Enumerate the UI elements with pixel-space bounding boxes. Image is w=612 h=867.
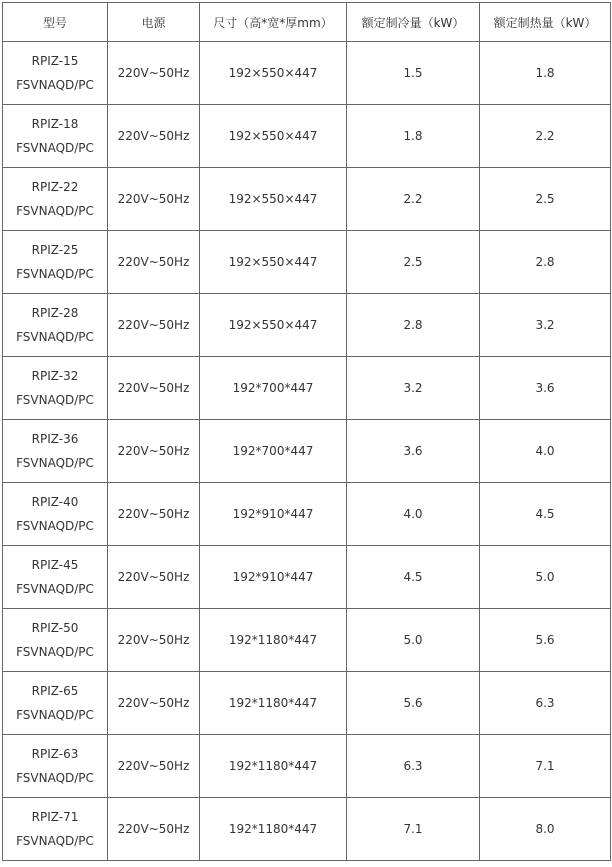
cell-cooling: 2.5: [347, 231, 480, 294]
cell-cooling: 7.1: [347, 798, 480, 861]
cell-cooling: 3.6: [347, 420, 480, 483]
table-row: [3, 105, 611, 168]
table-row: [3, 420, 611, 483]
model-code: RPIZ-25: [31, 243, 79, 257]
cell-heating: 4.0: [480, 420, 611, 483]
cell-size: 192*1180*447: [200, 609, 347, 672]
header-heating: 额定制热量（kW）: [480, 3, 611, 42]
model-suffix: FSVNAQD/PC: [16, 519, 94, 533]
model-code: RPIZ-45: [31, 558, 79, 572]
cell-power: 220V~50Hz: [108, 294, 200, 357]
cell-model: [3, 798, 108, 861]
cell-size: 192*700*447: [200, 420, 347, 483]
cell-size: 192*1180*447: [200, 735, 347, 798]
cell-size: 192×550×447: [200, 105, 347, 168]
cell-heating: 3.6: [480, 357, 611, 420]
cell-power: 220V~50Hz: [108, 546, 200, 609]
cell-model: [3, 357, 108, 420]
model-code: RPIZ-22: [31, 180, 79, 194]
cell-model: [3, 672, 108, 735]
cell-size: 192*1180*447: [200, 798, 347, 861]
spec-table: [2, 2, 611, 861]
cell-power: 220V~50Hz: [108, 609, 200, 672]
cell-model: [3, 105, 108, 168]
cell-size: 192×550×447: [200, 294, 347, 357]
cell-heating: 5.0: [480, 546, 611, 609]
model-suffix: FSVNAQD/PC: [16, 456, 94, 470]
model-suffix: FSVNAQD/PC: [16, 267, 94, 281]
cell-heating: 2.5: [480, 168, 611, 231]
header-row: [3, 3, 611, 42]
cell-heating: 1.8: [480, 42, 611, 105]
cell-model: [3, 483, 108, 546]
model-suffix: FSVNAQD/PC: [16, 393, 94, 407]
model-code: RPIZ-32: [31, 369, 79, 383]
header-cooling: 额定制冷量（kW）: [347, 3, 480, 42]
table-row: [3, 546, 611, 609]
model-code: RPIZ-71: [31, 810, 79, 824]
cell-size: 192*910*447: [200, 483, 347, 546]
model-code: RPIZ-15: [31, 54, 79, 68]
model-suffix: FSVNAQD/PC: [16, 771, 94, 785]
table-row: [3, 609, 611, 672]
cell-cooling: 4.0: [347, 483, 480, 546]
header-model: 型号: [3, 3, 108, 42]
cell-cooling: 6.3: [347, 735, 480, 798]
cell-cooling: 5.6: [347, 672, 480, 735]
cell-power: 220V~50Hz: [108, 735, 200, 798]
model-suffix: FSVNAQD/PC: [16, 708, 94, 722]
model-suffix: FSVNAQD/PC: [16, 330, 94, 344]
cell-size: 192*1180*447: [200, 672, 347, 735]
cell-size: 192*700*447: [200, 357, 347, 420]
model-code: RPIZ-18: [31, 117, 79, 131]
cell-model: [3, 609, 108, 672]
cell-heating: 2.8: [480, 231, 611, 294]
cell-heating: 6.3: [480, 672, 611, 735]
cell-heating: 3.2: [480, 294, 611, 357]
cell-cooling: 3.2: [347, 357, 480, 420]
header-power: 电源: [108, 3, 200, 42]
table-row: [3, 798, 611, 861]
model-code: RPIZ-65: [31, 684, 79, 698]
cell-cooling: 5.0: [347, 609, 480, 672]
table-row: [3, 231, 611, 294]
cell-heating: 4.5: [480, 483, 611, 546]
cell-model: [3, 231, 108, 294]
model-code: RPIZ-50: [31, 621, 79, 635]
table-row: [3, 483, 611, 546]
cell-power: 220V~50Hz: [108, 483, 200, 546]
table-row: [3, 735, 611, 798]
cell-model: [3, 420, 108, 483]
cell-power: 220V~50Hz: [108, 231, 200, 294]
cell-size: 192*910*447: [200, 546, 347, 609]
model-suffix: FSVNAQD/PC: [16, 645, 94, 659]
cell-heating: 7.1: [480, 735, 611, 798]
table-body: [3, 42, 611, 861]
cell-model: [3, 42, 108, 105]
cell-power: 220V~50Hz: [108, 168, 200, 231]
cell-cooling: 2.8: [347, 294, 480, 357]
model-code: RPIZ-28: [31, 306, 79, 320]
model-suffix: FSVNAQD/PC: [16, 204, 94, 218]
cell-model: [3, 294, 108, 357]
cell-model: [3, 735, 108, 798]
cell-power: 220V~50Hz: [108, 420, 200, 483]
cell-power: 220V~50Hz: [108, 42, 200, 105]
cell-model: [3, 546, 108, 609]
cell-size: 192×550×447: [200, 231, 347, 294]
table-row: [3, 168, 611, 231]
cell-power: 220V~50Hz: [108, 798, 200, 861]
cell-cooling: 4.5: [347, 546, 480, 609]
header-size: 尺寸（高*宽*厚mm）: [200, 3, 347, 42]
cell-heating: 8.0: [480, 798, 611, 861]
model-suffix: FSVNAQD/PC: [16, 582, 94, 596]
cell-cooling: 1.8: [347, 105, 480, 168]
cell-size: 192×550×447: [200, 42, 347, 105]
cell-cooling: 1.5: [347, 42, 480, 105]
model-code: RPIZ-63: [31, 747, 79, 761]
model-code: RPIZ-36: [31, 432, 79, 446]
model-suffix: FSVNAQD/PC: [16, 141, 94, 155]
cell-power: 220V~50Hz: [108, 105, 200, 168]
model-suffix: FSVNAQD/PC: [16, 834, 94, 848]
cell-heating: 2.2: [480, 105, 611, 168]
cell-power: 220V~50Hz: [108, 672, 200, 735]
model-code: RPIZ-40: [31, 495, 79, 509]
spec-table-container: [2, 2, 611, 861]
table-row: [3, 357, 611, 420]
model-suffix: FSVNAQD/PC: [16, 78, 94, 92]
cell-heating: 5.6: [480, 609, 611, 672]
cell-model: [3, 168, 108, 231]
cell-power: 220V~50Hz: [108, 357, 200, 420]
cell-cooling: 2.2: [347, 168, 480, 231]
cell-size: 192×550×447: [200, 168, 347, 231]
table-row: [3, 672, 611, 735]
table-row: [3, 42, 611, 105]
table-row: [3, 294, 611, 357]
